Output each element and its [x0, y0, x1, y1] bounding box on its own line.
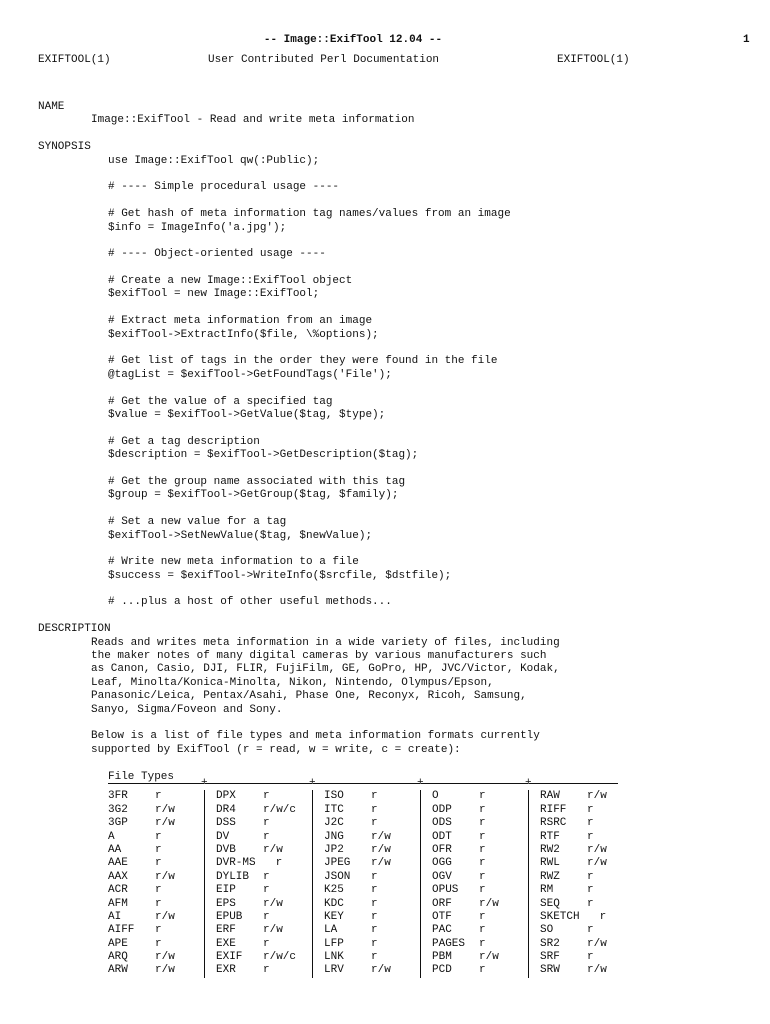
file-type-support: r: [155, 857, 162, 870]
file-type-name: SRF: [540, 951, 560, 964]
synopsis-line: [38, 382, 560, 395]
synopsis-line: # Get list of tags in the order they were found in the file: [108, 355, 498, 368]
file-type-support: r/w: [263, 924, 283, 937]
file-type-name: ODT: [432, 830, 452, 843]
synopsis-line: @tagList = $exifTool->GetFoundTags('File');: [108, 368, 392, 381]
rule-joint: +: [417, 777, 424, 789]
file-type-name: RIFF: [540, 803, 567, 816]
synopsis-line: [38, 168, 560, 181]
synopsis-line: [38, 302, 560, 315]
column-separator: [420, 857, 421, 870]
file-type-name: 3FR: [108, 790, 128, 803]
file-type-support: r: [587, 803, 594, 816]
file-type-name: OTF: [432, 910, 452, 923]
file-type-support: r/w: [371, 830, 391, 843]
column-separator: [312, 951, 313, 964]
file-type-name: JP2: [324, 843, 344, 856]
file-type-name: OPUS: [432, 884, 459, 897]
file-type-support: r: [371, 817, 378, 830]
synopsis-line: # ...plus a host of other useful methods...: [108, 596, 392, 609]
synopsis-line: # Write new meta information to a file: [108, 556, 359, 569]
column-separator: [312, 924, 313, 937]
column-separator: [312, 964, 313, 977]
column-separator: [420, 898, 421, 911]
column-separator: [204, 884, 205, 897]
file-type-support: r/w: [479, 951, 499, 964]
file-type-support: r: [587, 897, 594, 910]
column-separator: [204, 831, 205, 844]
column-separator: [528, 844, 529, 857]
file-type-name: ITC: [324, 803, 344, 816]
man-header: [38, 54, 642, 68]
file-type-name: PBM: [432, 951, 452, 964]
file-type-support: r/w: [155, 803, 175, 816]
file-type-support: r: [371, 790, 378, 803]
table-row: [108, 817, 618, 830]
column-separator: [312, 871, 313, 884]
column-separator: [312, 857, 313, 870]
file-type-support: r: [479, 790, 486, 803]
file-type-name: OGG: [432, 857, 452, 870]
file-type-name: O: [432, 790, 439, 803]
file-type-name: OGV: [432, 870, 452, 883]
column-separator: [204, 938, 205, 951]
rule-segment: [108, 783, 204, 784]
column-separator: [420, 964, 421, 977]
file-type-name: DV: [216, 830, 230, 843]
file-type-name: DSS: [216, 817, 236, 830]
file-type-name: SEQ: [540, 897, 560, 910]
file-type-name: EPS: [216, 897, 236, 910]
file-type-name: SR2: [540, 937, 560, 950]
file-type-support: r/w: [155, 870, 175, 883]
file-type-support: r: [371, 884, 378, 897]
file-type-support: r/w: [155, 964, 175, 977]
file-type-support: r: [599, 910, 607, 923]
file-type-name: AAX: [108, 870, 128, 883]
file-type-name: DR4: [216, 803, 236, 816]
column-separator: [528, 951, 529, 964]
column-separator: [420, 804, 421, 817]
description-line: the maker notes of many digital cameras by various manufacturers such: [91, 650, 547, 663]
column-separator: [420, 884, 421, 897]
file-type-support: r: [479, 937, 486, 950]
file-type-support: r/w: [587, 857, 607, 870]
name-text: Image::ExifTool - Read and write meta information: [91, 114, 415, 127]
file-type-support: r: [587, 951, 594, 964]
file-type-name: LNK: [324, 951, 344, 964]
file-type-support: r: [263, 817, 270, 830]
synopsis-line: $group = $exifTool->GetGroup($tag, $family);: [108, 489, 399, 502]
file-type-name: RAW: [540, 790, 560, 803]
file-type-name: 3G2: [108, 803, 128, 816]
column-separator: [420, 938, 421, 951]
synopsis-line: # Get a tag description: [108, 435, 260, 448]
table-row: [108, 831, 618, 844]
synopsis-line: [38, 342, 560, 355]
column-separator: [528, 817, 529, 830]
column-separator: [528, 911, 529, 924]
file-type-name: SKETCH: [540, 910, 580, 923]
column-separator: [204, 790, 205, 803]
file-type-support: r: [155, 843, 162, 856]
table-rule: [108, 777, 618, 790]
file-types-title: File Types: [108, 770, 175, 783]
rule-segment: [313, 783, 420, 784]
column-separator: [312, 938, 313, 951]
file-type-name: JNG: [324, 830, 344, 843]
description-paragraph-2: [38, 730, 560, 757]
column-separator: [420, 924, 421, 937]
file-type-support: r/w/c: [263, 803, 297, 816]
file-type-support: r: [263, 870, 270, 883]
synopsis-line: [38, 422, 560, 435]
table-row: [108, 898, 618, 911]
file-type-name: RWZ: [540, 870, 560, 883]
synopsis-line: # Create a new Image::ExifTool object: [108, 275, 353, 288]
synopsis-line: $exifTool = new Image::ExifTool;: [108, 288, 320, 301]
synopsis-line: [38, 503, 560, 516]
file-type-support: r: [275, 857, 283, 870]
file-type-support: r: [479, 830, 486, 843]
table-row: [108, 884, 618, 897]
column-separator: [528, 831, 529, 844]
rule-segment: [529, 783, 618, 784]
column-separator: [420, 844, 421, 857]
file-type-support: r: [155, 937, 162, 950]
man-header-right: EXIFTOOL(1): [557, 54, 630, 66]
file-type-support: r: [155, 897, 162, 910]
column-separator: [204, 951, 205, 964]
synopsis-line: # Set a new value for a tag: [108, 516, 287, 529]
file-type-name: AI: [108, 910, 122, 923]
table-row: [108, 951, 618, 964]
file-type-support: r/w: [155, 910, 175, 923]
synopsis-line: [38, 235, 560, 248]
file-type-name: J2C: [324, 817, 344, 830]
file-type-support: r: [263, 937, 270, 950]
file-types-table: [108, 777, 618, 978]
file-type-name: JPEG: [324, 857, 351, 870]
file-type-name: PAC: [432, 924, 452, 937]
file-type-support: r: [263, 790, 270, 803]
file-type-name: RWL: [540, 857, 560, 870]
table-row: [108, 871, 618, 884]
synopsis-line: $value = $exifTool->GetValue($tag, $type);: [108, 408, 386, 421]
column-separator: [204, 871, 205, 884]
file-type-support: r: [587, 924, 594, 937]
file-type-name: APE: [108, 937, 128, 950]
file-type-support: r: [479, 817, 486, 830]
column-separator: [420, 790, 421, 803]
file-type-support: r/w: [155, 817, 175, 830]
file-type-support: r: [263, 830, 270, 843]
file-type-name: EXE: [216, 937, 236, 950]
file-type-support: r: [587, 817, 594, 830]
synopsis-line: $info = ImageInfo('a.jpg');: [108, 221, 287, 234]
column-separator: [312, 831, 313, 844]
file-type-name: ACR: [108, 884, 128, 897]
file-type-support: r: [371, 924, 378, 937]
file-type-name: AA: [108, 843, 122, 856]
column-separator: [204, 924, 205, 937]
file-type-name: RW2: [540, 843, 560, 856]
column-separator: [420, 817, 421, 830]
synopsis-line: $success = $exifTool->WriteInfo($srcfile, $dstfile);: [108, 569, 452, 582]
column-separator: [528, 898, 529, 911]
file-type-name: AAE: [108, 857, 128, 870]
file-type-name: ARW: [108, 964, 128, 977]
column-separator: [312, 817, 313, 830]
file-type-name: SO: [540, 924, 554, 937]
file-type-support: r/w: [587, 964, 607, 977]
description-paragraph-1: [38, 637, 560, 717]
file-type-name: LFP: [324, 937, 344, 950]
file-type-support: r: [371, 951, 378, 964]
table-row: [108, 911, 618, 924]
column-separator: [528, 964, 529, 977]
column-separator: [528, 924, 529, 937]
synopsis-line: $exifTool->ExtractInfo($file, \%options);: [108, 328, 379, 341]
file-type-name: ARQ: [108, 951, 128, 964]
file-type-name: KDC: [324, 897, 344, 910]
file-type-support: r: [587, 884, 594, 897]
table-row: [108, 924, 618, 937]
column-separator: [420, 871, 421, 884]
file-type-support: r: [479, 884, 486, 897]
file-type-name: PCD: [432, 964, 452, 977]
synopsis-line: $description = $exifTool->GetDescription($tag);: [108, 449, 419, 462]
file-type-support: r: [263, 964, 270, 977]
file-type-support: r: [587, 830, 594, 843]
rule-joint: +: [309, 777, 316, 789]
file-type-support: r: [479, 924, 486, 937]
synopsis-line: $exifTool->SetNewValue($tag, $newValue);: [108, 529, 373, 542]
synopsis-line: use Image::ExifTool qw(:Public);: [108, 154, 320, 167]
file-type-support: r: [155, 830, 162, 843]
file-type-name: 3GP: [108, 817, 128, 830]
file-type-support: r/w: [587, 843, 607, 856]
synopsis-line: # Get the group name associated with this tag: [108, 475, 406, 488]
table-row: [108, 804, 618, 817]
description-line: Leaf, Minolta/Konica-Minolta, Nikon, Nintendo, Olympus/Epson,: [91, 676, 494, 689]
synopsis-line: [38, 195, 560, 208]
man-header-center: User Contributed Perl Documentation: [208, 54, 440, 66]
file-type-name: LA: [324, 924, 338, 937]
rule-joint: +: [525, 777, 532, 789]
file-type-support: r/w: [479, 897, 499, 910]
table-row: [108, 857, 618, 870]
column-separator: [312, 844, 313, 857]
file-type-support: r: [587, 870, 594, 883]
column-separator: [204, 911, 205, 924]
file-type-support: r: [371, 897, 378, 910]
synopsis-line: [38, 463, 560, 476]
file-type-support: r: [155, 790, 162, 803]
document-title: -- Image::ExifTool 12.04 --: [263, 34, 443, 46]
section-heading-name: NAME: [38, 101, 65, 113]
file-type-support: r: [479, 910, 486, 923]
column-separator: [312, 790, 313, 803]
table-row: [108, 938, 618, 951]
column-separator: [204, 844, 205, 857]
file-type-name: ODS: [432, 817, 452, 830]
file-type-name: RSRC: [540, 817, 567, 830]
man-body: [38, 101, 560, 784]
file-type-name: KEY: [324, 910, 344, 923]
column-separator: [312, 804, 313, 817]
synopsis-code: [38, 155, 560, 610]
column-separator: [528, 884, 529, 897]
description-line: as Canon, Casio, DJI, FLIR, FujiFilm, GE, GoPro, HP, JVC/Victor, Kodak,: [91, 663, 560, 676]
file-type-support: r: [371, 937, 378, 950]
file-type-support: r: [263, 884, 270, 897]
file-type-support: r/w: [371, 964, 391, 977]
file-type-support: r/w: [587, 937, 607, 950]
column-separator: [204, 857, 205, 870]
file-type-support: r: [479, 964, 486, 977]
file-type-name: DVB: [216, 843, 236, 856]
file-type-name: RTF: [540, 830, 560, 843]
file-type-name: OFR: [432, 843, 452, 856]
column-separator: [204, 898, 205, 911]
file-type-name: DVR-MS: [216, 857, 256, 870]
file-type-support: r/w: [587, 790, 607, 803]
file-type-name: ISO: [324, 790, 344, 803]
file-type-support: r: [479, 803, 486, 816]
synopsis-line: # Get hash of meta information tag names/values from an image: [108, 208, 511, 221]
rule-segment: [205, 783, 312, 784]
section-heading-description: DESCRIPTION: [38, 623, 111, 636]
description-line: Panasonic/Leica, Pentax/Asahi, Phase One, Reconyx, Ricoh, Samsung,: [91, 690, 527, 703]
column-separator: [312, 898, 313, 911]
rule-joint: +: [201, 777, 208, 789]
column-separator: [528, 790, 529, 803]
column-separator: [204, 804, 205, 817]
file-type-name: SRW: [540, 964, 560, 977]
file-type-support: r: [479, 843, 486, 856]
file-type-name: RM: [540, 884, 554, 897]
column-separator: [204, 964, 205, 977]
description-line: supported by ExifTool (r = read, w = write, c = create):: [91, 743, 461, 756]
file-type-name: ERF: [216, 924, 236, 937]
file-type-name: PAGES: [432, 937, 466, 950]
file-type-support: r: [371, 910, 378, 923]
section-heading-synopsis: SYNOPSIS: [38, 141, 91, 154]
file-type-name: EXR: [216, 964, 236, 977]
table-row: [108, 844, 618, 857]
table-row: [108, 964, 618, 977]
column-separator: [204, 817, 205, 830]
file-type-support: r/w: [371, 857, 391, 870]
file-type-name: A: [108, 830, 115, 843]
file-type-support: r: [479, 857, 486, 870]
table-row: [108, 790, 618, 803]
column-separator: [420, 951, 421, 964]
synopsis-line: # ---- Simple procedural usage ----: [108, 181, 340, 194]
description-line: Below is a list of file types and meta information formats currently: [91, 730, 540, 743]
file-type-support: r: [263, 910, 270, 923]
file-type-support: r/w: [155, 951, 175, 964]
synopsis-line: # ---- Object-oriented usage ----: [108, 248, 326, 261]
column-separator: [420, 831, 421, 844]
file-type-name: DPX: [216, 790, 236, 803]
column-separator: [528, 804, 529, 817]
description-line: Reads and writes meta information in a wide variety of files, including: [91, 636, 560, 649]
synopsis-line: # Extract meta information from an image: [108, 315, 373, 328]
column-separator: [312, 884, 313, 897]
column-separator: [528, 938, 529, 951]
column-separator: [528, 871, 529, 884]
file-type-name: JSON: [324, 870, 351, 883]
file-type-support: r/w: [371, 843, 391, 856]
file-type-support: r/w/c: [263, 951, 297, 964]
column-separator: [420, 911, 421, 924]
synopsis-line: [38, 262, 560, 275]
column-separator: [528, 857, 529, 870]
file-type-support: r: [479, 870, 486, 883]
file-type-name: AFM: [108, 897, 128, 910]
rule-segment: [421, 783, 528, 784]
file-type-name: LRV: [324, 964, 344, 977]
file-type-support: r: [155, 884, 162, 897]
file-type-support: r/w: [263, 897, 283, 910]
file-type-name: EPUB: [216, 910, 243, 923]
column-separator: [312, 911, 313, 924]
synopsis-line: [38, 543, 560, 556]
man-header-left: EXIFTOOL(1): [38, 54, 111, 66]
file-type-support: r/w: [263, 843, 283, 856]
file-type-name: DYLIB: [216, 870, 250, 883]
file-type-support: r: [371, 803, 378, 816]
file-type-name: ODP: [432, 803, 452, 816]
synopsis-line: # Get the value of a specified tag: [108, 395, 333, 408]
file-type-name: EXIF: [216, 951, 243, 964]
file-type-name: K25: [324, 884, 344, 897]
file-type-support: r: [155, 924, 162, 937]
file-type-support: r: [371, 870, 378, 883]
description-line: Sanyo, Sigma/Foveon and Sony.: [91, 703, 283, 716]
page-number: 1: [743, 34, 750, 46]
file-type-name: AIFF: [108, 924, 135, 937]
synopsis-line: [38, 583, 560, 596]
file-type-name: ORF: [432, 897, 452, 910]
file-type-name: EIP: [216, 884, 236, 897]
